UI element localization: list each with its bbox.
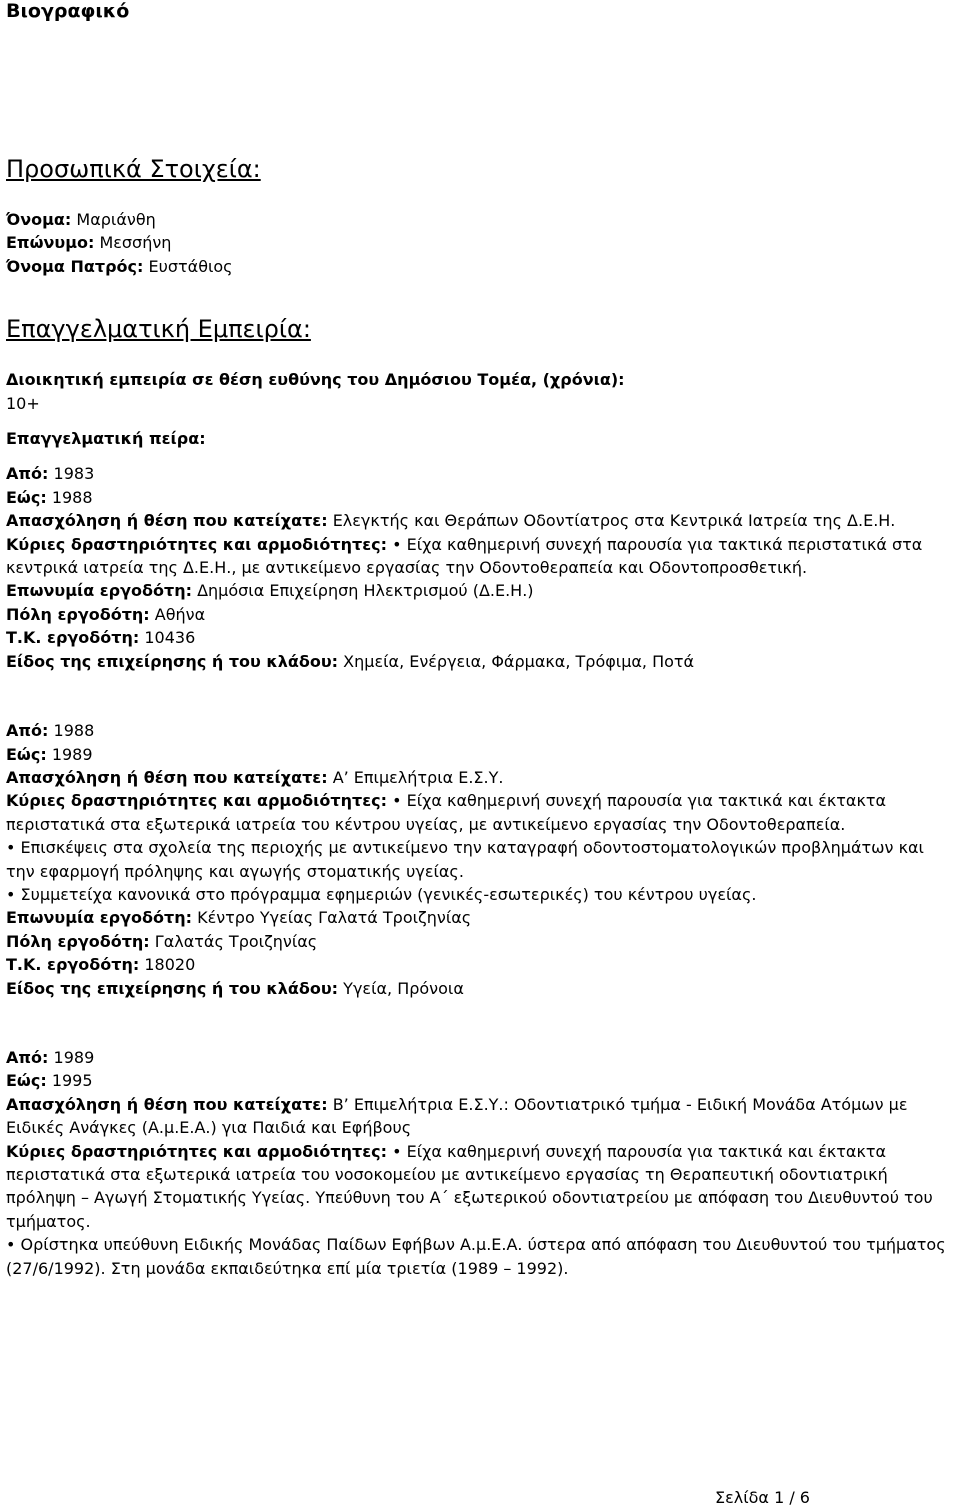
duties-value: • Είχα καθημερινή συνεχή παρουσία για τακτικά και έκτακτα περιστατικά στα εξωτερικά ιατρεία του κέντρου υγείας, με αντικείμενο εργασίας την Οδοντοθεραπεία. (6, 791, 887, 834)
experience-label: Επαγγελματική πείρα: (6, 429, 206, 449)
city-value: Αθήνα (154, 604, 206, 624)
duty-item: • Επισκέψεις στα σχολεία της περιοχής με αντικείμενο την καταγραφή οδοντοστοματολογικών προβλημάτων και την εφαρμογή πρόληψης και αγωγής στοματικής υγείας. (6, 838, 924, 881)
from-value: 1983 (53, 464, 95, 484)
father-line (6, 255, 954, 278)
sector-value: Χημεία, Ενέργεια, Φάρμακα, Τρόφιμα, Ποτά (343, 651, 695, 671)
work-heading: Επαγγελματική Εμπειρία: (6, 315, 311, 344)
job-entry-1 (6, 462, 954, 673)
admin-experience (6, 368, 954, 415)
to-label: Εώς: (6, 1071, 47, 1091)
postal-label: Τ.Κ. εργοδότη: (6, 628, 140, 648)
position-value: Ελεγκτής και Θεράπων Οδοντίατρος στα Κεντρικά Ιατρεία της Δ.Ε.Η. (332, 511, 896, 531)
postal-label: Τ.Κ. εργοδότη: (6, 955, 140, 975)
position-label: Απασχόληση ή θέση που κατείχατε: (6, 511, 328, 531)
to-value: 1989 (51, 744, 93, 764)
father-value: Ευστάθιος (148, 256, 233, 276)
postal-value: 18020 (144, 955, 196, 975)
city-label: Πόλη εργοδότη: (6, 604, 150, 624)
from-value: 1988 (53, 721, 95, 741)
sector-value: Υγεία, Πρόνοια (343, 978, 464, 998)
to-label: Εώς: (6, 487, 47, 507)
father-label: Όνομα Πατρός: (6, 256, 144, 276)
admin-label: Διοικητική εμπειρία σε θέση ευθύνης του Δημόσιου Τομέα, (χρόνια): (6, 370, 625, 390)
name-label: Όνομα: (6, 210, 72, 229)
surname-line (6, 231, 954, 254)
duties-label: Κύριες δραστηριότητες και αρμοδιότητες: (6, 534, 387, 554)
job-entry-3 (6, 1046, 954, 1280)
employer-label: Επωνυμία εργοδότη: (6, 908, 192, 928)
duty-item: • Συμμετείχα κανονικά στο πρόγραμμα εφημεριών (γενικές-εσωτερικές) του κέντρου υγείας. (6, 884, 757, 904)
employer-value: Δημόσια Επιχείρηση Ηλεκτρισμού (Δ.Ε.Η.) (197, 581, 534, 601)
name-value: Μαριάνθη (76, 210, 156, 229)
document-title: Βιογραφικό (6, 0, 130, 22)
duty-item: • Ορίστηκα υπεύθυνη Ειδικής Μονάδας Παίδων Εφήβων Α.μ.Ε.Α. ύστερα από απόφαση του Διευθυντού του τμήματος (27/6/1992). Στη μονάδα εκπαιδεύτηκα επί μία τριετία (1989 – 1992). (6, 1235, 946, 1278)
duties-value: • Είχα καθημερινή συνεχή παρουσία για τακτικά και έκτακτα περιστατικά στα εξωτερικά ιατρεία του νοσοκομείου με αντικείμενο εργασίας τη Θεραπευτική οδοντιατρική πρόληψη – Αγωγή Στοματικής Υγείας. Υπεύθυνη του Α΄ εξωτερικού οδοντιατρείου με απόφαση του Διευθυντού του τμήματος. (6, 1141, 933, 1231)
city-label: Πόλη εργοδότη: (6, 931, 150, 951)
employer-value: Κέντρο Υγείας Γαλατά Τροιζηνίας (197, 908, 472, 928)
position-label: Απασχόληση ή θέση που κατείχατε: (6, 767, 328, 787)
employer-label: Επωνυμία εργοδότη: (6, 581, 192, 601)
position-label: Απασχόληση ή θέση που κατείχατε: (6, 1094, 328, 1114)
from-label: Από: (6, 1047, 49, 1067)
personal-heading: Προσωπικά Στοιχεία: (6, 155, 261, 183)
surname-label: Επώνυμο: (6, 233, 95, 253)
sector-label: Είδος της επιχείρησης ή του κλάδου: (6, 651, 339, 671)
to-value: 1995 (51, 1071, 93, 1091)
name-line (6, 208, 954, 231)
from-label: Από: (6, 464, 49, 484)
duties-label: Κύριες δραστηριότητες και αρμοδιότητες: (6, 1141, 387, 1161)
admin-value: 10+ (6, 393, 40, 413)
to-label: Εώς: (6, 744, 47, 764)
position-value: Β’ Επιμελήτρια Ε.Σ.Υ.: Οδοντιατρικό τμήμα - Ειδική Μονάδα Ατόμων με Ειδικές Ανάγκες (Α.μ.Ε.Α.) για Παιδιά και Εφήβους (6, 1094, 908, 1138)
personal-block (6, 208, 954, 278)
postal-value: 10436 (144, 628, 196, 648)
from-value: 1989 (53, 1047, 95, 1067)
position-value: Α’ Επιμελήτρια Ε.Σ.Υ. (332, 767, 504, 787)
duties-value: • Είχα καθημερινή συνεχή παρουσία για τακτικά περιστατικά στα κεντρικά ιατρεία της Δ.Ε.Η., με αντικείμενο εργασίας την Οδοντοθεραπεία και Οδοντοπροσθετική. (6, 534, 923, 578)
from-label: Από: (6, 721, 49, 741)
sector-label: Είδος της επιχείρησης ή του κλάδου: (6, 978, 339, 998)
page-number: Σελίδα 1 / 6 (715, 1488, 810, 1507)
surname-value: Μεσσήνη (99, 233, 172, 253)
city-value: Γαλατάς Τροιζηνίας (154, 931, 318, 951)
document-page (6, 0, 954, 1280)
to-value: 1988 (51, 487, 93, 507)
job-entry-2 (6, 719, 954, 1000)
duties-label: Κύριες δραστηριότητες και αρμοδιότητες: (6, 791, 387, 811)
